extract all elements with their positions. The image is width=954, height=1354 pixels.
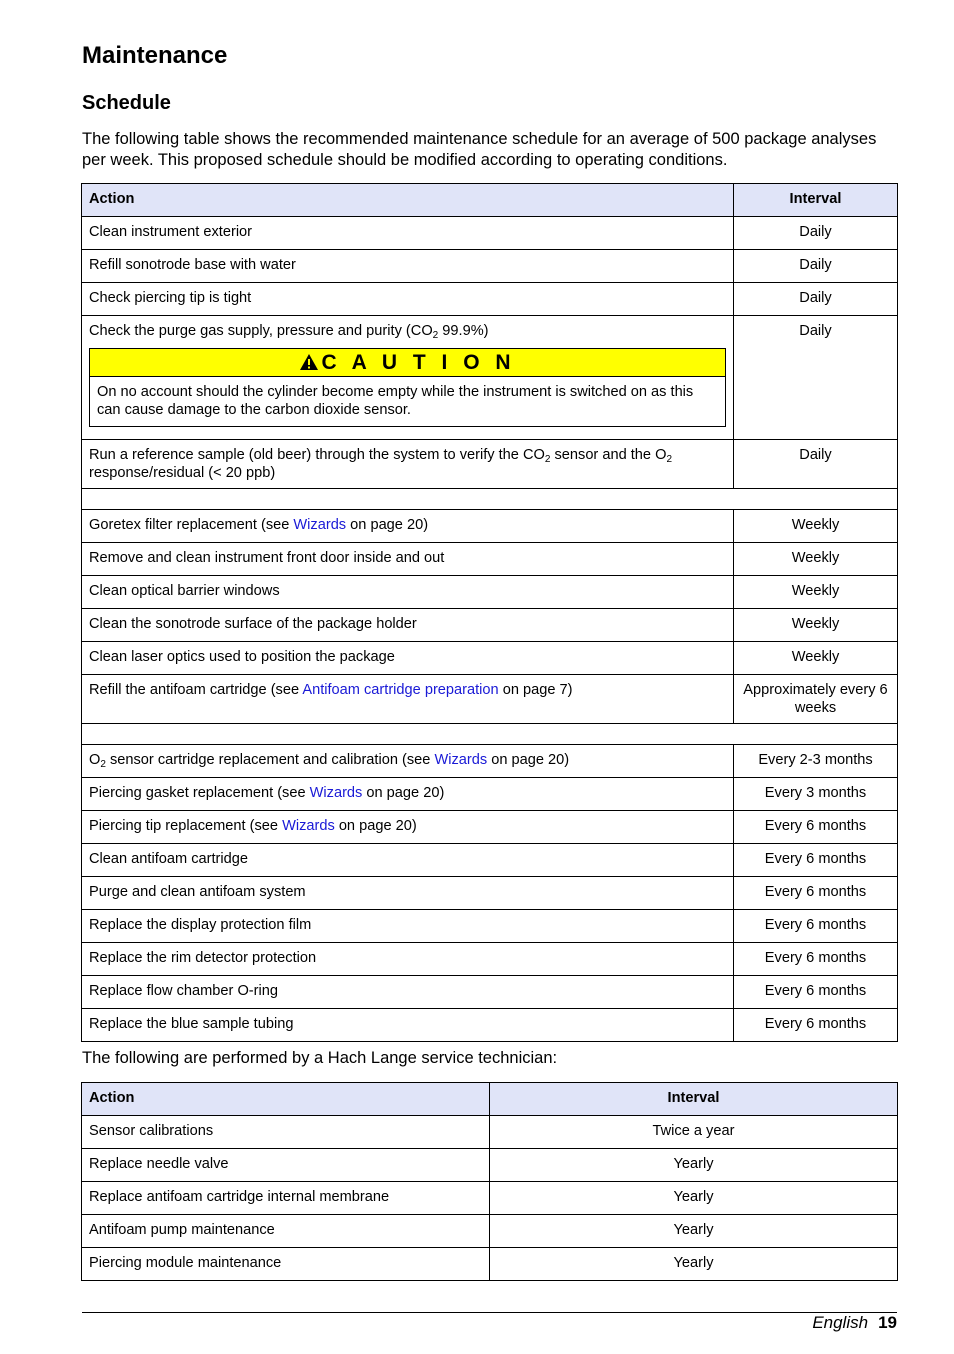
table-row — [82, 811, 898, 844]
action-cell: Clean the sonotrode surface of the package holder — [82, 609, 734, 642]
table-row — [82, 1182, 898, 1215]
interval-cell: Twice a year — [490, 1116, 898, 1149]
interval-cell: Daily — [734, 283, 898, 316]
interval-cell: Every 6 months — [734, 844, 898, 877]
action-cell: Replace needle valve — [82, 1149, 490, 1182]
interval-cell: Weekly — [734, 609, 898, 642]
table-row — [82, 1149, 898, 1182]
table-row — [82, 316, 898, 440]
table-row — [82, 844, 898, 877]
column-header-interval: Interval — [734, 184, 898, 217]
interval-cell: Daily — [734, 250, 898, 283]
action-cell: Purge and clean antifoam system — [82, 877, 734, 910]
interval-cell: Every 6 months — [734, 910, 898, 943]
table-row — [82, 877, 898, 910]
interval-cell: Daily — [734, 440, 898, 489]
table-row — [82, 943, 898, 976]
page-heading: Maintenance — [82, 42, 228, 69]
table-row — [82, 217, 898, 250]
table-row — [82, 1116, 898, 1149]
interval-cell: Yearly — [490, 1248, 898, 1281]
action-cell: Replace antifoam cartridge internal membrane — [82, 1182, 490, 1215]
interval-cell: Yearly — [490, 1215, 898, 1248]
interval-cell: Every 6 months — [734, 877, 898, 910]
interval-cell: Every 6 months — [734, 811, 898, 844]
action-cell: Refill the antifoam cartridge (see Antifoam cartridge preparation on page 7) — [82, 675, 734, 724]
action-cell: Refill sonotrode base with water — [82, 250, 734, 283]
table-row — [82, 510, 898, 543]
interval-cell: Weekly — [734, 510, 898, 543]
action-cell: Clean antifoam cartridge — [82, 844, 734, 877]
action-cell: Goretex filter replacement (see Wizards on page 20) — [82, 510, 734, 543]
interval-cell: Every 6 months — [734, 1009, 898, 1042]
technician-paragraph: The following are performed by a Hach Lange service technician: — [82, 1049, 558, 1067]
wizards-link[interactable]: Wizards — [293, 517, 347, 533]
table-row — [82, 1248, 898, 1281]
wizards-link[interactable]: Wizards — [434, 752, 488, 768]
action-cell: Run a reference sample (old beer) through the system to verify the $CO_2$ sensor and the $O_2$ response/residual (< 20 ppb) — [82, 440, 734, 489]
interval-cell: Every 3 months — [734, 778, 898, 811]
action-cell: Replace the rim detector protection — [82, 943, 734, 976]
page-footer — [812, 1313, 897, 1333]
table-row — [82, 1215, 898, 1248]
caution-label: C A U T I O N — [321, 351, 516, 374]
interval-cell: Yearly — [490, 1182, 898, 1215]
action-cell: Check the purge gas supply, pressure and purity ($CO_2$ 99.9%) C A U T I O N On no account should the cylinder become empty while the instrument is switched on as this can cause damage to the carbon dioxide sensor. — [82, 316, 734, 440]
action-cell: Piercing gasket replacement (see Wizards on page 20) — [82, 778, 734, 811]
column-header-action: Action — [82, 1083, 490, 1116]
table-row — [82, 609, 898, 642]
spacer-row — [82, 724, 898, 745]
technician-schedule-table — [81, 1082, 898, 1281]
action-cell: Replace the blue sample tubing — [82, 1009, 734, 1042]
table-header-row — [82, 1083, 898, 1116]
action-cell: Sensor calibrations — [82, 1116, 490, 1149]
caution-header — [90, 349, 725, 377]
page-number: 19 — [878, 1313, 897, 1332]
action-cell: Clean optical barrier windows — [82, 576, 734, 609]
wizards-link[interactable]: Wizards — [309, 785, 363, 801]
table-row — [82, 778, 898, 811]
table-header-row — [82, 184, 898, 217]
caution-box — [89, 348, 726, 427]
interval-cell: Yearly — [490, 1149, 898, 1182]
wizards-link[interactable]: Wizards — [282, 818, 335, 834]
footer-divider — [82, 1312, 897, 1313]
action-cell: Replace flow chamber O-ring — [82, 976, 734, 1009]
interval-cell: Every 6 months — [734, 943, 898, 976]
warning-triangle-icon — [299, 353, 319, 371]
interval-cell: Weekly — [734, 642, 898, 675]
table-row — [82, 745, 898, 778]
interval-cell: Weekly — [734, 576, 898, 609]
action-cell: Piercing module maintenance — [82, 1248, 490, 1281]
action-cell: $O_2$ sensor cartridge replacement and calibration (see Wizards on page 20) — [82, 745, 734, 778]
table-row — [82, 1009, 898, 1042]
table-row — [82, 910, 898, 943]
column-header-interval: Interval — [490, 1083, 898, 1116]
interval-cell: Every 2-3 months — [734, 745, 898, 778]
action-cell: Clean laser optics used to position the package — [82, 642, 734, 675]
table-row — [82, 576, 898, 609]
interval-cell: Every 6 months — [734, 976, 898, 1009]
action-cell: Check piercing tip is tight — [82, 283, 734, 316]
table-row — [82, 250, 898, 283]
column-header-action: Action — [82, 184, 734, 217]
action-cell: Antifoam pump maintenance — [82, 1215, 490, 1248]
footer-language: English — [812, 1313, 869, 1332]
table-row — [82, 976, 898, 1009]
action-cell: Remove and clean instrument front door inside and out — [82, 543, 734, 576]
spacer-row — [82, 489, 898, 510]
intro-paragraph: The following table shows the recommended maintenance schedule for an average of 500 package analyses per week. This proposed schedule should be modified according to operating conditions. — [82, 130, 877, 169]
interval-cell: Daily — [734, 316, 898, 440]
table-row — [82, 543, 898, 576]
action-cell: Replace the display protection film — [82, 910, 734, 943]
caution-text: On no account should the cylinder become empty while the instrument is switched on as this can cause damage to the carbon dioxide sensor. — [97, 384, 694, 418]
maintenance-schedule-table — [81, 183, 898, 1042]
table-row — [82, 675, 898, 724]
section-heading: Schedule — [82, 92, 171, 114]
interval-cell: Approximately every 6 weeks — [734, 675, 898, 724]
interval-cell: Weekly — [734, 543, 898, 576]
action-cell: Piercing tip replacement (see Wizards on page 20) — [82, 811, 734, 844]
table-row — [82, 283, 898, 316]
interval-cell: Daily — [734, 217, 898, 250]
table-row — [82, 440, 898, 489]
table-row — [82, 642, 898, 675]
action-cell: Clean instrument exterior — [82, 217, 734, 250]
antifoam-cartridge-preparation-link[interactable]: Antifoam cartridge preparation — [302, 682, 499, 698]
